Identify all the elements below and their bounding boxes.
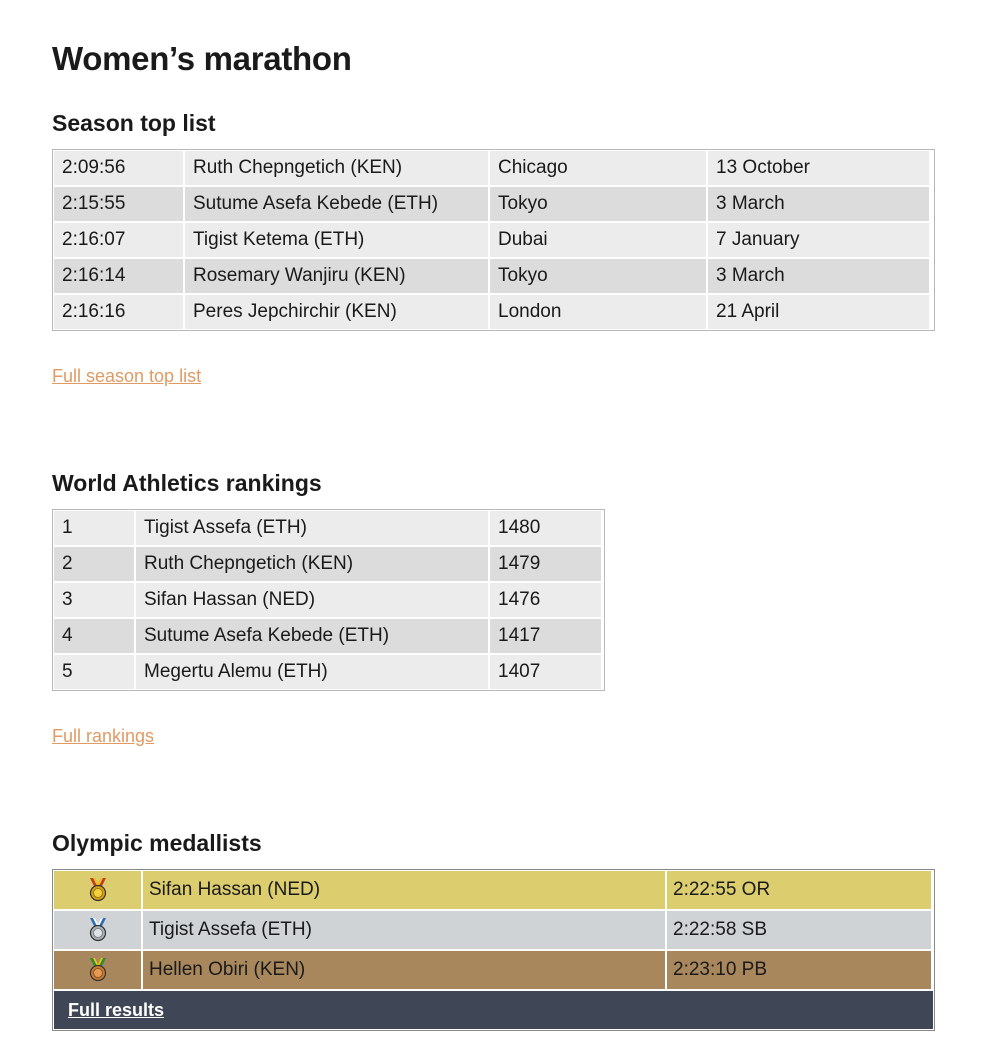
venue-cell: Chicago [490, 151, 706, 185]
table-row [54, 295, 933, 329]
venue-cell: London [490, 295, 706, 329]
time-cell: 2:16:16 [54, 295, 183, 329]
mark-cell: 2:22:58 SB [667, 911, 931, 949]
athlete-cell: Tigist Ketema (ETH) [185, 223, 488, 257]
olympic-footer [54, 991, 933, 1029]
table-row [54, 871, 933, 909]
time-cell: 2:15:55 [54, 187, 183, 221]
mark-cell: 2:23:10 PB [667, 951, 931, 989]
venue-cell: Dubai [490, 223, 706, 257]
athlete-cell: Sifan Hassan (NED) [143, 871, 665, 909]
athlete-cell: Rosemary Wanjiru (KEN) [185, 259, 488, 293]
athlete-cell: Ruth Chepngetich (KEN) [185, 151, 488, 185]
silver-medal-icon [54, 911, 141, 949]
rank-cell: 3 [54, 583, 134, 617]
world-rankings-table [52, 509, 605, 691]
page-title: Women’s marathon [52, 40, 352, 77]
full-season-top-list-link[interactable]: Full season top list [52, 366, 202, 386]
time-cell: 2:16:07 [54, 223, 183, 257]
olympic-medallists-heading: Olympic medallists [52, 830, 262, 856]
rank-cell: 5 [54, 655, 134, 689]
athlete-cell: Sifan Hassan (NED) [136, 583, 488, 617]
full-results-link[interactable]: Full results [68, 999, 165, 1020]
rank-cell: 1 [54, 511, 134, 545]
athlete-cell: Peres Jepchirchir (KEN) [185, 295, 488, 329]
athlete-cell: Sutume Asefa Kebede (ETH) [136, 619, 488, 653]
score-cell: 1417 [490, 619, 601, 653]
mark-cell: 2:22:55 OR [667, 871, 931, 909]
score-cell: 1476 [490, 583, 601, 617]
venue-cell: Tokyo [490, 259, 706, 293]
athlete-cell: Megertu Alemu (ETH) [136, 655, 488, 689]
athlete-cell: Tigist Assefa (ETH) [143, 911, 665, 949]
table-row [54, 951, 933, 989]
venue-cell: Tokyo [490, 187, 706, 221]
date-cell: 3 March [708, 259, 929, 293]
table-row [54, 511, 603, 545]
date-cell: 21 April [708, 295, 929, 329]
table-row [54, 619, 603, 653]
rank-cell: 4 [54, 619, 134, 653]
table-row [54, 911, 933, 949]
table-row [54, 259, 933, 293]
score-cell: 1480 [490, 511, 601, 545]
table-row [54, 151, 933, 185]
gold-medal-icon [54, 871, 141, 909]
score-cell: 1479 [490, 547, 601, 581]
time-cell: 2:16:14 [54, 259, 183, 293]
season-top-list-table [52, 149, 935, 331]
time-cell: 2:09:56 [54, 151, 183, 185]
world-rankings-heading: World Athletics rankings [52, 470, 322, 496]
date-cell: 13 October [708, 151, 929, 185]
score-cell: 1407 [490, 655, 601, 689]
athlete-cell: Tigist Assefa (ETH) [136, 511, 488, 545]
rank-cell: 2 [54, 547, 134, 581]
full-rankings-link[interactable]: Full rankings [52, 726, 155, 746]
date-cell: 3 March [708, 187, 929, 221]
table-row [54, 655, 603, 689]
table-row [54, 583, 603, 617]
bronze-medal-icon [54, 951, 141, 989]
athlete-cell: Sutume Asefa Kebede (ETH) [185, 187, 488, 221]
date-cell: 7 January [708, 223, 929, 257]
season-top-list-heading: Season top list [52, 110, 216, 136]
athlete-cell: Ruth Chepngetich (KEN) [136, 547, 488, 581]
olympic-medallists-table [52, 869, 935, 1031]
table-row [54, 187, 933, 221]
table-row [54, 223, 933, 257]
table-row [54, 547, 603, 581]
athlete-cell: Hellen Obiri (KEN) [143, 951, 665, 989]
